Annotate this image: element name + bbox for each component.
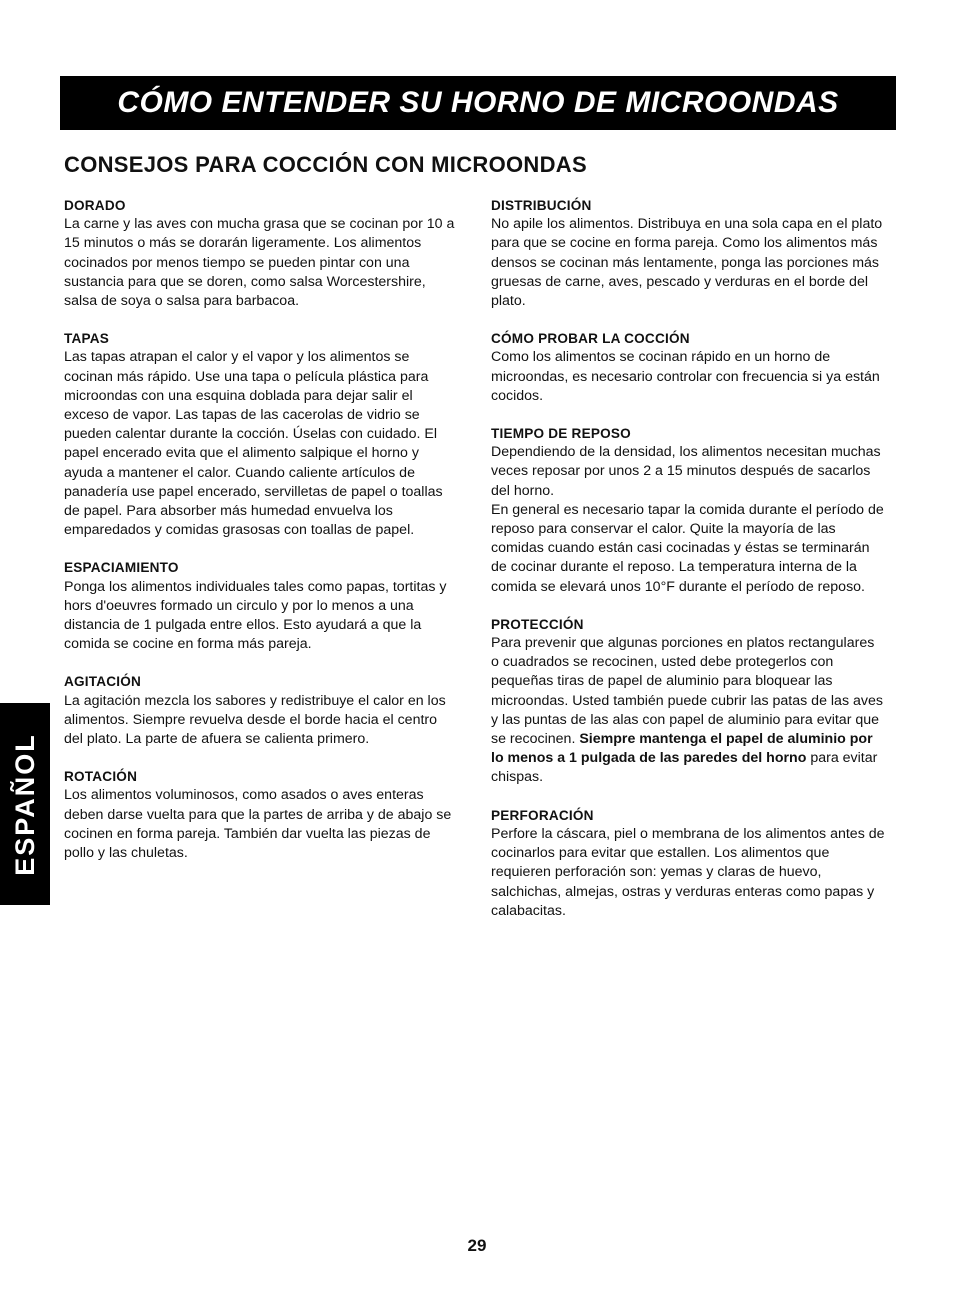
section-heading: DORADO [64, 198, 126, 213]
section-heading: AGITACIÓN [64, 674, 142, 690]
language-side-tab [0, 703, 50, 905]
section-body: Las tapas atrapan el calor y el vapor y los alimentos se cocinan más rápido. Use una tapa o película plástica para microondas con una esquina doblada para dejar salir el exceso de vapor. Las tapas de las cacerolas de vidrio se pueden calentar durante la cocción. Úselas con cuidado. El papel encerado evita que el alimento salpique el horno y ayuda a mantener el calor. Cuando caliente artículos de panadería use papel encerado, servilletas de papel o toallas de papel. Para absorber más humedad envuelva los emparedados y comidas grasosas con toallas de papel. [64, 349, 443, 539]
section-body: Dependiendo de la densidad, los alimentos necesitan muchas veces reposar por unos 2 a 15 minutos después de sacarlos del horno. [491, 444, 881, 499]
section-agitacion [64, 672, 459, 749]
title-banner [60, 76, 896, 130]
section-rotacion [64, 767, 459, 863]
proteccion-text: Para prevenir que algunas porciones en platos rectangulares o cuadrados se recocinen, usted debe protegerlos con pequeñas tiras de papel de aluminio para bloquear las microondas. Usted también puede cubrir las patas de las aves y las puntas de las alas con papel de aluminio para evitar que se recocinen. [491, 635, 883, 748]
section-tapas [64, 329, 459, 540]
section-heading: TAPAS [64, 331, 110, 347]
section-tiempo-reposo [491, 424, 886, 597]
right-column [491, 196, 886, 939]
language-label: ESPAÑOL [9, 732, 40, 876]
section-heading: CÓMO PROBAR LA COCCIÓN [491, 331, 690, 347]
section-body: La carne y las aves con mucha grasa que se cocinan por 10 a 15 minutos o más se dorarán ligeramente. Los alimentos cocinados por menos tiempo se pueden pintar con una sustancia para que se doren, como salsa Worcestershire, salsa de soya o salsa para barbacoa. [64, 216, 455, 310]
section-dorado [64, 196, 459, 311]
banner-title: CÓMO ENTENDER SU HORNO DE MICROONDAS [117, 86, 839, 119]
section-body [491, 634, 886, 788]
section-heading: ROTACIÓN [64, 769, 138, 785]
left-column [64, 196, 459, 881]
section-body: Como los alimentos se cocinan rápido en un horno de microondas, es necesario controlar con frecuencia si ya están cocidos. [491, 349, 880, 404]
section-perforacion [491, 806, 886, 921]
section-espaciamiento [64, 558, 459, 654]
section-body-continued: En general es necesario tapar la comida durante el período de reposo para conservar el calor. Quite la mayoría de las comidas cuando están casi cocinadas y éstas se terminarán de cocinar durante el reposo. La temperatura interna de la comida se elevará unos 10°F durante el período de reposo. [491, 501, 884, 595]
foil-warning: Siempre mantenga el papel de aluminio por lo menos a 1 pulgada de las paredes del horno [491, 731, 873, 767]
section-heading: PERFORACIÓN [491, 807, 594, 823]
section-body: La agitación mezcla los sabores y redistribuye el calor en los alimentos. Siempre revuelva desde el borde hacia el centro del plato. La parte de afuera se calienta primero. [64, 692, 446, 748]
section-proteccion [491, 615, 886, 788]
page-number: 29 [467, 1236, 487, 1255]
section-body: Los alimentos voluminosos, como asados o aves enteras deben darse vuelta para que la partes de arriba y de abajo se cocinen en forma pareja. También dar vuelta las piezas de pollo y las chuletas. [64, 787, 452, 862]
section-body: No apile los alimentos. Distribuya en una sola capa en el plato para que se cocine en forma pareja. Como los alimentos más densos se cocinan más lentamente, ponga las porciones más gruesas de carne, aves, pescado y verduras en el borde del plato. [491, 216, 883, 310]
section-title: CONSEJOS PARA COCCIÓN CON MICROONDAS [64, 152, 587, 177]
section-distribucion [491, 196, 886, 311]
section-heading: PROTECCIÓN [491, 616, 584, 632]
section-heading: ESPACIAMIENTO [64, 560, 179, 576]
foil-warning-tail: para evitar chispas. [491, 750, 878, 786]
section-heading: DISTRIBUCIÓN [491, 198, 592, 213]
section-body: Ponga los alimentos individuales tales como papas, tortitas y hors d'oeuvres formado un circulo y por lo menos a una distancia de 1 pulgada entre ellos. Esto ayudará a que la comida se cocine en forma más pareja. [64, 578, 447, 653]
section-body: Perfore la cáscara, piel o membrana de los alimentos antes de cocinarlos para evitar que estallen. Los alimentos que requieren perforación son: yemas y claras de huevo, salchichas, almejas, ostras y verduras enteras como papas y calabacitas. [491, 825, 885, 919]
section-heading: TIEMPO DE REPOSO [491, 426, 631, 442]
section-como-probar [491, 329, 886, 406]
